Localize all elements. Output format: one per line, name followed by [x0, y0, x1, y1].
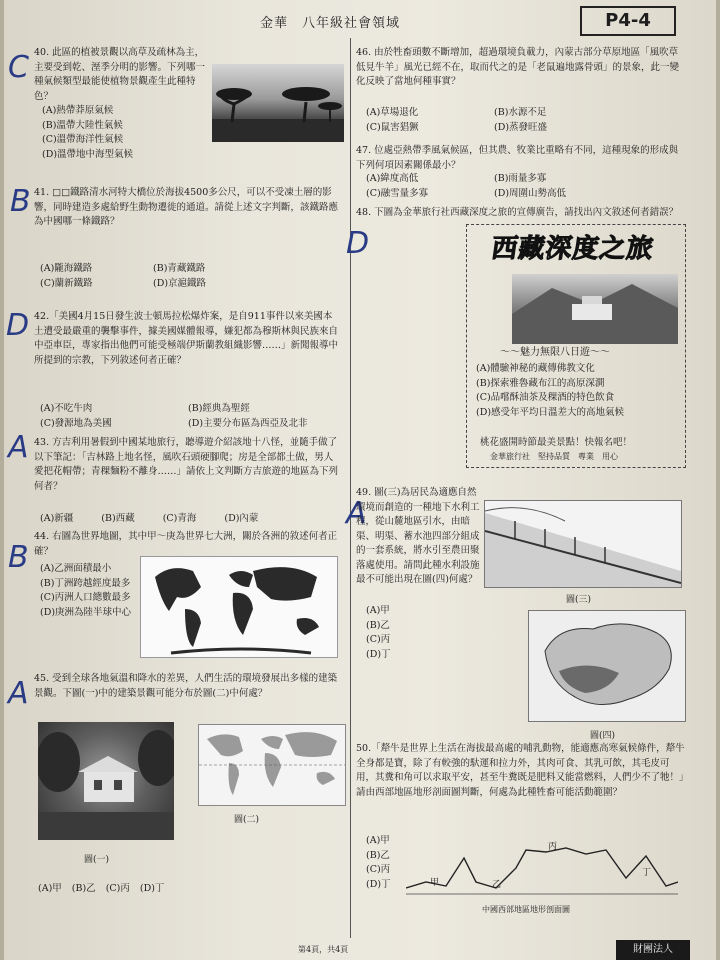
q50-option-b: (B)乙	[366, 849, 390, 861]
q42-option-c: (C)發源地為美國	[40, 417, 112, 429]
q45-option-c: (C)丙	[105, 883, 130, 894]
ad-lines	[476, 362, 682, 420]
question-47-options	[366, 172, 616, 201]
world-climate-map	[198, 724, 346, 806]
ad-footer: 桃花盛開時節最美景點！快報名吧！	[480, 437, 633, 448]
q49-option-b: (B)乙	[366, 619, 390, 631]
question-45-stem: 45. 受到全球各地氣溫和降水的差異，人們生活的環境發展出多樣的建築景觀。下圖(一)中的建築景觀可能分布於圖(二)中何處？	[34, 673, 338, 699]
figure-4-caption: 圖(四)	[590, 731, 616, 741]
ad-line-c: (C)品嚐酥油茶及稞酒的特色飲食	[476, 392, 615, 403]
q40-option-d: (D)溫帶地中海型氣候	[42, 148, 134, 160]
q49-option-c: (C)丙	[366, 634, 391, 645]
question-41-options	[40, 262, 260, 291]
page-code-box: P4-4	[580, 6, 676, 36]
exam-header-title: 金華 八年級社會領域	[260, 16, 401, 31]
karez-diagram	[484, 500, 682, 588]
handwritten-answer-45: A	[8, 676, 29, 711]
q45-option-b: (B)乙	[71, 883, 96, 894]
profile-label-jia: 甲	[430, 878, 440, 888]
profile-label-yi: 乙	[492, 880, 502, 890]
q43-option-d: (D)內蒙	[224, 513, 259, 524]
ad-line-d: (D)感受年平均日溫差大的高地氣候	[476, 406, 625, 418]
question-43-stem: 43. 方吉利用暑假到中國某地旅行，聽導遊介紹該地十八怪，並隨手做了以下筆記：「吉林路上地名怪，風吹石頭硬腳爬；房是全部都土做，男人愛把花帽帶；青稞麵粉不離身……」請依上文判斷方吉旅遊的地區為下列何者？	[34, 437, 339, 492]
world-map-figure	[140, 556, 338, 658]
terrain-profile	[406, 838, 678, 898]
question-49-stem: 49. 圖(三)為居民為適應自然環境而創造的一種地下水利工程，從山麓地區引水，由暗渠、明渠、蓄水池四部分組成的一套系統，將水引至農田聚落處使用。請問此種水利設施最不可能出現在圖(四)何處？	[356, 487, 480, 585]
q44-option-b: (B)丁洲跨越經度最多	[40, 577, 131, 589]
question-48-stem: 48. 下圖為金華旅行社西藏深度之旅的宣傳廣告，請找出內文敘述何者錯誤？	[356, 207, 679, 218]
building-photo	[38, 722, 174, 840]
question-45-options	[38, 882, 238, 897]
ad-photo	[512, 274, 678, 344]
handwritten-answer-44: B	[8, 540, 29, 575]
q46-option-a: (A)草場退化	[366, 107, 419, 118]
q44-option-d: (D)庚洲為陸半球中心	[40, 606, 132, 618]
question-40-stem: 40. 此區的植被景觀以高草及疏林為主，主要受到乾、溼季分明的影響。下列哪一種氣候類型最能使植物景觀產生此種特色？	[34, 47, 206, 102]
figure-3-caption: 圖(三)	[566, 595, 592, 605]
handwritten-answer-41: B	[10, 184, 31, 219]
publisher-stamp: 財團法人	[616, 940, 690, 960]
ad-line-b: (B)探索雅魯藏布江的高原深澗	[476, 377, 605, 389]
q45-option-a: (A)甲	[38, 883, 62, 894]
q44-option-c: (C)丙洲人口總數最多	[40, 592, 131, 603]
profile-caption: 中國西部地區地形剖面圖	[482, 905, 570, 914]
page-footer: 第4頁，共4頁	[298, 945, 349, 954]
q49-option-d: (D)丁	[366, 648, 391, 660]
savanna-photo	[212, 64, 344, 142]
q47-option-a: (A)緯度高低	[366, 173, 419, 184]
question-50-stem: 50.「犛牛是世界上生活在海拔最高處的哺乳動物，能適應高寒氣候條件，犛牛全身都是寶，除了有較強的馱運和拉力外，其肉可食、其乳可飲，其毛皮可用，其糞和角可以求取平安，甚至牛糞既是肥料又能當燃料，人們少不了牠！」請由西部地區地形剖面圖判斷，何處為此種牲畜可能活動範圍？	[356, 743, 685, 798]
china-map	[528, 610, 686, 722]
profile-label-bing: 丙	[548, 842, 558, 852]
q41-option-b: (B)青藏鐵路	[153, 263, 206, 274]
q42-option-b: (B)經典為聖經	[188, 403, 250, 414]
handwritten-answer-49: A	[346, 496, 367, 531]
column-divider	[350, 38, 351, 938]
q42-option-a: (A)不吃牛肉	[40, 403, 93, 414]
q43-option-a: (A)新疆	[40, 513, 74, 524]
q50-option-d: (D)丁	[366, 878, 391, 890]
q49-option-a: (A)甲	[366, 605, 390, 616]
q43-option-c: (C)青海	[162, 513, 197, 524]
q41-option-d: (D)京滬鐵路	[153, 277, 207, 289]
q41-option-c: (C)蘭新鐵路	[40, 277, 93, 289]
question-40-options	[42, 104, 210, 162]
handwritten-answer-42: D	[6, 308, 30, 343]
q50-option-c: (C)丙	[366, 864, 391, 875]
q40-option-c: (C)溫帶海洋性氣候	[42, 134, 124, 145]
figure-2-caption: 圖(二)	[234, 815, 260, 825]
q50-option-a: (A)甲	[366, 835, 390, 846]
q46-option-b: (B)水源不足	[494, 107, 547, 118]
ad-agency: 金華旅行社 堅持品質 專業 用心	[490, 452, 618, 461]
handwritten-answer-43: A	[8, 430, 29, 465]
question-49-options	[366, 604, 426, 662]
question-43-options	[40, 512, 340, 527]
question-44-options	[40, 562, 136, 620]
handwritten-answer-40: C	[8, 50, 29, 85]
q40-option-b: (B)溫帶大陸性氣候	[42, 119, 123, 131]
q41-option-a: (A)隴海鐵路	[40, 263, 93, 274]
q46-option-d: (D)蒸發旺盛	[494, 121, 548, 133]
handwritten-answer-48: D	[346, 226, 370, 261]
question-50-options	[366, 834, 406, 892]
question-44-stem: 44. 右圖為世界地圖，其中甲～庚為世界七大洲，關於各洲的敘述何者正確？	[34, 531, 338, 557]
q47-option-d: (D)周圍山勢高低	[494, 187, 567, 199]
question-47-stem: 47. 位處亞熱帶季風氣候區，但其農、牧業比重略有不同，這種現象的形成與下列何項因素關係最小？	[356, 145, 679, 171]
q42-option-d: (D)主要分布區為西亞及北非	[188, 417, 308, 429]
q47-option-c: (C)融雪量多寡	[366, 187, 429, 199]
q40-option-a: (A)熱帶莽原氣候	[42, 105, 114, 116]
q47-option-b: (B)雨量多寡	[494, 173, 547, 184]
question-42-options	[40, 402, 330, 431]
ad-title: 西藏深度之旅	[489, 234, 656, 264]
question-46-options	[366, 106, 616, 135]
question-46-stem: 46. 由於牲畜頭數不斷增加，超過環境負載力，內蒙古部分草原地區「風吹草低見牛羊」風光已經不在，取而代之的是「老鼠遍地露骨頭」的景象，此一變化反映了當地何種事實？	[356, 47, 680, 87]
q43-option-b: (B)西藏	[101, 513, 135, 524]
figure-1-caption: 圖(一)	[84, 855, 110, 865]
q46-option-c: (C)鼠害猖獗	[366, 121, 419, 133]
question-41-stem: 41. □□鐵路清水河特大橋位於海拔4500多公尺，可以不受凍土層的影響，同時建造多處給野生動物遷徙的通道。請從上述文字判斷，該鐵路應為中國哪一條鐵路？	[34, 187, 339, 227]
q45-option-d: (D)丁	[139, 883, 165, 894]
profile-label-ding: 丁	[642, 868, 652, 878]
question-42-stem: 42.「美國4月15日發生波士頓馬拉松爆炸案，是自911事件以來美國本土遭受最嚴重的襲擊事件，據美國媒體報導，嫌犯都為穆斯林與民族來自中亞車臣，專家指出他們可能受極端伊斯蘭教組織影響……」新聞報導中所提到的宗教，下列敘述何者正確？	[34, 311, 339, 366]
q44-option-a: (A)乙洲面積最小	[40, 563, 112, 574]
ad-line-a: (A)體驗神秘的藏傳佛教文化	[476, 363, 595, 374]
ad-subtitle: ～～魅力無限八日遊～～	[500, 347, 610, 358]
